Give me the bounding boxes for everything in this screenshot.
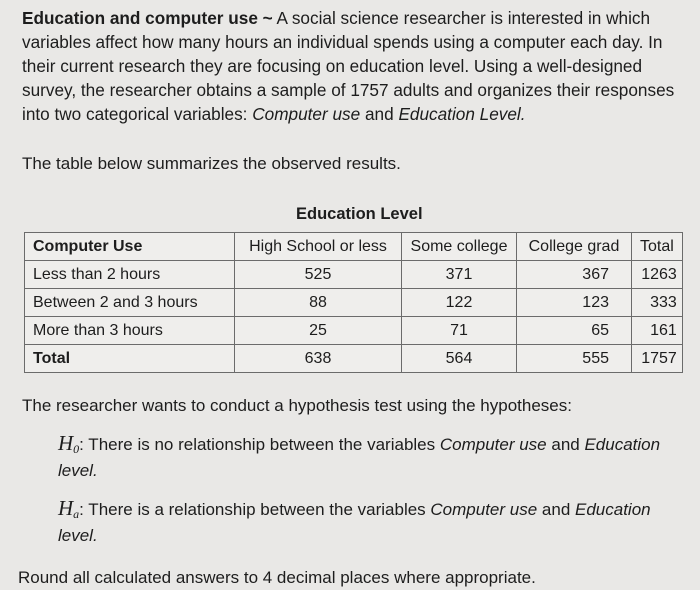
table-cell: 71 [402, 317, 517, 345]
problem-intro [22, 6, 682, 126]
corner-header: Computer Use [25, 233, 235, 261]
row-label: Less than 2 hours [25, 261, 235, 289]
ha-symbol: H [58, 496, 74, 520]
table-row [25, 345, 683, 373]
table-cell: 555 [517, 345, 632, 373]
h0-text: : There is no relationship between the variables [79, 435, 440, 454]
problem-title: Education and computer use [22, 8, 258, 28]
row-label: More than 3 hours [25, 317, 235, 345]
table-cell: 161 [632, 317, 683, 345]
intro-and: and [360, 104, 399, 124]
table-row [25, 261, 683, 289]
table-caption: Education Level [296, 205, 423, 223]
table-cell: 1757 [632, 345, 683, 373]
table-summary-text: The table below summarizes the observed results. [22, 154, 401, 173]
h0-and: and [546, 435, 585, 454]
ha-subscript: a [73, 507, 80, 521]
row-label: Between 2 and 3 hours [25, 289, 235, 317]
variable-education-level: Education Level. [398, 104, 526, 124]
table-cell: 88 [235, 289, 402, 317]
hypotheses-lead: The researcher wants to conduct a hypothesis test using the hypotheses: [22, 396, 572, 415]
ha-variable-education-level: Education level. [58, 500, 651, 545]
table-cell: 25 [235, 317, 402, 345]
table-cell: 123 [517, 289, 632, 317]
column-header: Some college [402, 233, 517, 261]
table-cell: 371 [402, 261, 517, 289]
ha-variable-computer-use: Computer use [430, 500, 538, 519]
row-label: Total [25, 345, 235, 373]
intro-text: A social science researcher is interested in which variables affect how many hours an individual spends using a computer each day. In their current research they are focusing on education level. Using a well-designed survey, the researcher obtains a sample of 1757 adults and organizes their responses into two categorical variables: [22, 8, 675, 124]
title-tilde: ~ [262, 8, 273, 28]
h0-variable-computer-use: Computer use [439, 435, 547, 454]
table-cell: 638 [235, 345, 402, 373]
ha-and: and [537, 500, 575, 519]
table-cell: 122 [402, 289, 517, 317]
column-header: High School or less [235, 233, 402, 261]
ha-text: : There is a relationship between the variables [79, 500, 431, 519]
column-header: College grad [517, 233, 632, 261]
h0-subscript: 0 [73, 442, 80, 456]
alternative-hypothesis [58, 497, 678, 547]
null-hypothesis [58, 432, 678, 482]
table-cell: 333 [632, 289, 683, 317]
column-header: Total [632, 233, 683, 261]
table-cell: 65 [517, 317, 632, 345]
rounding-instruction: Round all calculated answers to 4 decimal places where appropriate. [18, 568, 536, 587]
table-row [25, 317, 683, 345]
table-cell: 525 [235, 261, 402, 289]
observed-results-table [24, 232, 683, 373]
table-row [25, 289, 683, 317]
table-header-row [25, 233, 683, 261]
h0-symbol: H [58, 431, 74, 455]
table-cell: 367 [517, 261, 632, 289]
h0-variable-education-level: Education level. [58, 435, 661, 480]
table-cell: 1263 [632, 261, 683, 289]
table-cell: 564 [402, 345, 517, 373]
variable-computer-use: Computer use [252, 104, 361, 124]
